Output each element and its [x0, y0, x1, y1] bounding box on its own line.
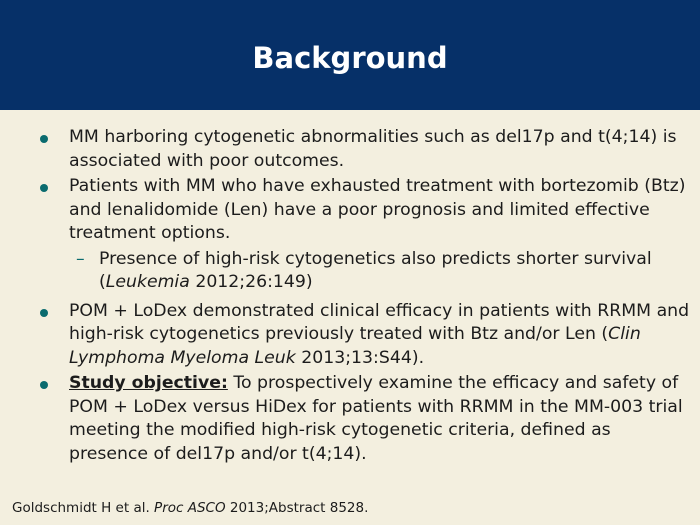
- citation-footer: [12, 500, 368, 516]
- title-bar: [0, 0, 700, 110]
- bullet-list: [40, 126, 690, 468]
- bullet-item: [40, 300, 690, 371]
- bullet-dot-icon: [40, 381, 48, 389]
- sub-bullet-text-pre: Presence of high-risk cytogenetics also predicts shorter survival (: [99, 248, 652, 292]
- bullet-text-pre: POM + LoDex demonstrated clinical efficacy in patients with RRMM and high-risk cytogenetics previously treated with Btz and/or Len (: [69, 300, 690, 344]
- bullet-text: Patients with MM who have exhausted treatment with bortezomib (Btz) and lenalidomide (Len) have a poor prognosis and limited effective treatment options.: [69, 176, 686, 243]
- citation-journal: Proc ASCO: [154, 500, 226, 516]
- study-objective-label: Study objective:: [69, 373, 228, 393]
- bullet-text-post: 2013;13:S44).: [295, 347, 425, 368]
- bullet-item: [40, 175, 690, 246]
- sub-bullet-item: [40, 248, 690, 295]
- citation-rest: 2013;Abstract 8528.: [225, 500, 369, 516]
- sub-bullet-text-post: 2012;26:149): [189, 272, 313, 292]
- bullet-dot-icon: [40, 309, 48, 317]
- journal-name: Clin Lymphoma Myeloma Leuk: [69, 324, 641, 368]
- slide-title: Background: [252, 41, 448, 75]
- bullet-text: MM harboring cytogenetic abnormalities such as del17p and t(4;14) is associated with poor outcomes.: [69, 127, 677, 171]
- dash-icon: –: [76, 248, 85, 269]
- bullet-item: [40, 372, 690, 466]
- citation-authors: Goldschmidt H et al.: [12, 500, 155, 516]
- journal-name: Leukemia: [105, 272, 190, 292]
- bullet-dot-icon: [40, 184, 48, 192]
- bullet-item: [40, 126, 690, 173]
- bullet-dot-icon: [40, 135, 48, 143]
- study-objective-text: To prospectively examine the efficacy and safety of POM + LoDex versus HiDex for patients with RRMM in the MM-003 trial meeting the modified high-risk cytogenetic criteria, defined as presence of del17p and/or t(4;14).: [69, 373, 683, 464]
